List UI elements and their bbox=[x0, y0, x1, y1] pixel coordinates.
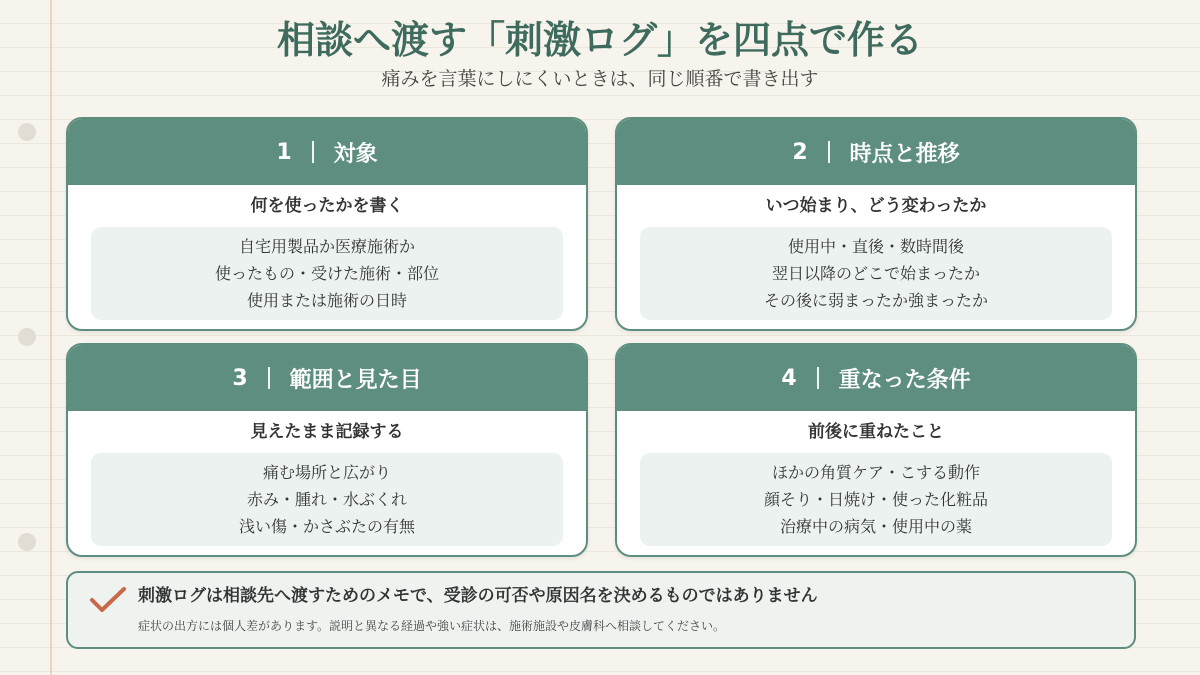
binder-hole bbox=[18, 123, 36, 141]
check-icon bbox=[88, 585, 128, 615]
card-range bbox=[66, 343, 588, 557]
card-item: 赤み・腫れ・水ぶくれ bbox=[246, 490, 407, 509]
notebook-margin-line bbox=[50, 0, 52, 675]
page-subtitle: 痛みを言葉にしにくいときは、同じ順番で書き出す bbox=[381, 68, 819, 90]
disclaimer-note bbox=[66, 571, 1136, 649]
card-header bbox=[68, 119, 586, 185]
card-lead: 前後に重ねたこと bbox=[808, 422, 944, 442]
note-main-text: 刺激ログは相談先へ渡すためのメモで、受診の可否や原因名を決めるものではありません bbox=[138, 586, 818, 606]
note-sub-text: 症状の出方には個人差があります。説明と異なる経過や強い症状は、施術施設や皮膚科へ相談してください。 bbox=[138, 619, 726, 633]
card-target bbox=[66, 117, 588, 331]
card-item-list bbox=[640, 227, 1112, 320]
divider bbox=[828, 141, 830, 163]
card-item-list bbox=[91, 227, 563, 320]
binder-hole bbox=[18, 328, 36, 346]
card-item: 痛む場所と広がり bbox=[262, 463, 391, 482]
card-lead: 見えたまま記録する bbox=[250, 422, 404, 442]
card-number: 1 bbox=[276, 139, 292, 165]
card-item: ほかの角質ケア・こする動作 bbox=[771, 463, 980, 482]
divider bbox=[817, 367, 819, 389]
card-item: その後に弱まったか強まったか bbox=[763, 291, 988, 310]
card-item: 治療中の病気・使用中の薬 bbox=[779, 517, 972, 536]
card-lead: 何を使ったかを書く bbox=[250, 196, 404, 216]
card-heading: 時点と推移 bbox=[849, 141, 960, 167]
card-item: 使用または施術の日時 bbox=[246, 291, 407, 310]
binder-hole bbox=[18, 533, 36, 551]
divider bbox=[312, 141, 314, 163]
card-item: 翌日以降のどこで始まったか bbox=[771, 264, 980, 283]
divider bbox=[268, 367, 270, 389]
card-heading: 範囲と見た目 bbox=[289, 367, 422, 393]
card-item: 顔そり・日焼け・使った化粧品 bbox=[763, 490, 988, 509]
card-number: 4 bbox=[781, 365, 797, 391]
card-item-list bbox=[91, 453, 563, 546]
card-header bbox=[68, 345, 586, 411]
page-title: 相談へ渡す「刺激ログ」を四点で作る bbox=[276, 17, 923, 62]
card-number: 2 bbox=[792, 139, 808, 165]
card-item: 使ったもの・受けた施術・部位 bbox=[214, 264, 439, 283]
card-timing bbox=[615, 117, 1137, 331]
card-heading: 対象 bbox=[333, 141, 378, 167]
card-conditions bbox=[615, 343, 1137, 557]
card-lead: いつ始まり、どう変わったか bbox=[765, 196, 987, 216]
card-heading: 重なった条件 bbox=[838, 367, 971, 393]
card-item: 自宅用製品か医療施術か bbox=[238, 237, 415, 256]
card-header bbox=[617, 119, 1135, 185]
card-header bbox=[617, 345, 1135, 411]
card-item-list bbox=[640, 453, 1112, 546]
card-number: 3 bbox=[232, 365, 248, 391]
card-item: 浅い傷・かさぶたの有無 bbox=[238, 517, 415, 536]
card-item: 使用中・直後・数時間後 bbox=[787, 237, 964, 256]
